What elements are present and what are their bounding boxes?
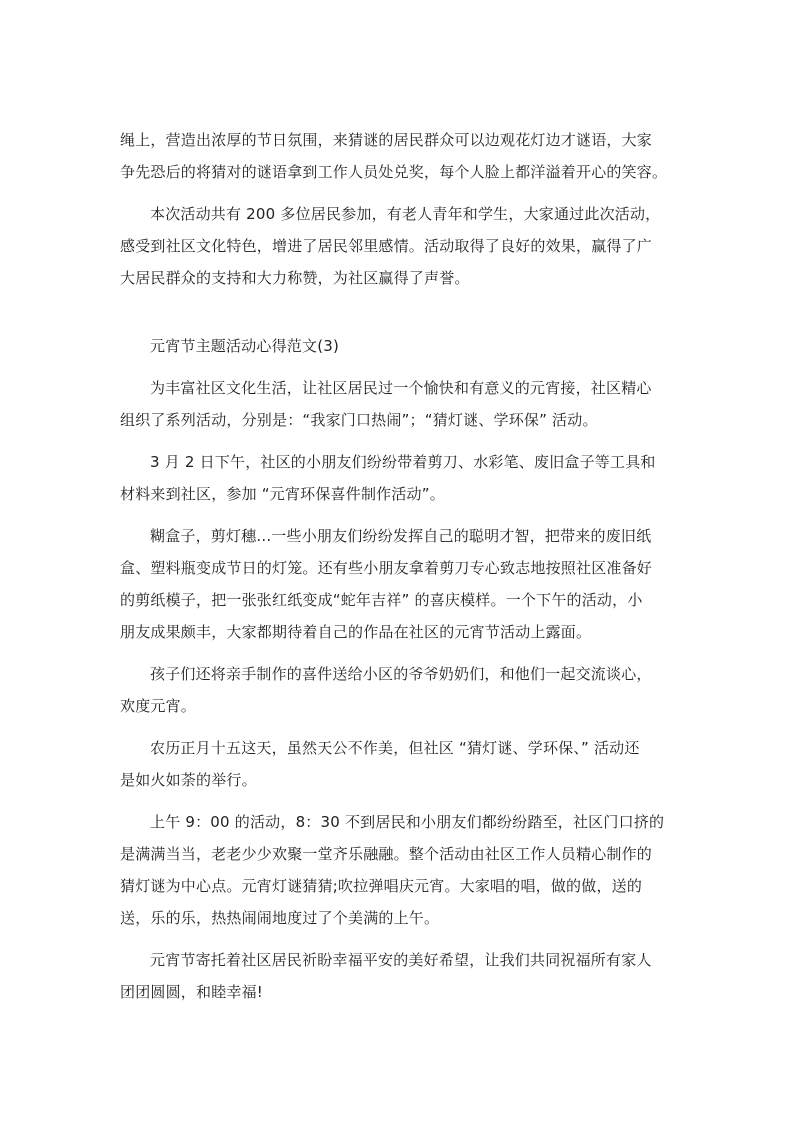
- section-gap: [120, 294, 680, 330]
- paragraph-gap: [120, 436, 680, 446]
- paragraph-gap: [120, 510, 680, 520]
- text-line: 材料来到社区，参加 “元宵环保喜件制作活动”。: [120, 485, 445, 503]
- paragraph-gap: [120, 796, 680, 806]
- text-line: 朋友成果颇丰，大家都期待着自己的作品在社区的元宵节活动上露面。: [120, 623, 592, 641]
- paragraph-gap: [120, 722, 680, 732]
- text-line: 3 月 2 日下午，社区的小朋友们纷纷带着剪刀、水彩笔、废旧盒子等工具和: [150, 453, 656, 471]
- document-body: [120, 124, 680, 1008]
- paragraph-intro: [120, 372, 680, 436]
- paragraph-gap: [120, 648, 680, 658]
- text-line: 团团圆圆，和睦幸福!: [120, 983, 264, 1001]
- paragraph-activity-summary: [120, 198, 680, 294]
- paragraph-gap: [120, 934, 680, 944]
- paragraph-gap: [120, 188, 680, 198]
- text-line: 盒、塑料瓶变成节日的灯笼。还有些小朋友拿着剪刀专心致志地按照社区准备好: [120, 559, 653, 577]
- text-line: 糊盒子，剪灯穗...一些小朋友们纷纷发挥自己的聪明才智，把带来的废旧纸: [150, 527, 652, 545]
- paragraph-crafts: [120, 520, 680, 648]
- text-line: 元宵节寄托着社区居民祈盼幸福平安的美好希望，让我们共同祝福所有家人: [150, 951, 652, 969]
- text-line: 绳上，营造出浓厚的节日氛围，来猜谜的居民群众可以边观花灯边才谜语，大家: [120, 131, 653, 149]
- text-line: 大居民群众的支持和大力称赞，为社区赢得了声誉。: [120, 269, 470, 287]
- text-line: 为丰富社区文化生活，让社区居民过一个愉快和有意义的元宵接，社区精心: [150, 379, 652, 397]
- text-line: 本次活动共有 200 多位居民参加，有老人青年和学生，大家通过此次活动，: [150, 205, 661, 223]
- text-line: 猜灯谜为中心点。元宵灯谜猜猜;吹拉弹唱庆元宵。大家唱的唱，做的做，送的: [120, 877, 643, 895]
- text-line: 上午 9：00 的活动，8：30 不到居民和小朋友们都纷纷踏至，社区门口挤的: [150, 813, 665, 831]
- paragraph-gap: [120, 362, 680, 372]
- text-line: 是如火如荼的举行。: [120, 771, 257, 789]
- paragraph-march-2: [120, 446, 680, 510]
- text-line: 的剪纸模子，把一张张红纸变成“蛇年吉祥” 的喜庆模样。一个下午的活动，小: [120, 591, 643, 609]
- paragraph-lantern-festival-day: [120, 732, 680, 796]
- text-line: 孩子们还将亲手制作的喜件送给小区的爷爷奶奶们，和他们一起交流谈心，: [150, 665, 652, 683]
- text-line: 农历正月十五这天，虽然天公不作美，但社区 “猜灯谜、学环保、” 活动还: [150, 739, 640, 757]
- paragraph-morning-event: [120, 806, 680, 934]
- text-line: 欢度元宵。: [120, 697, 197, 715]
- text-line: 是满满当当，老老少少欢聚一堂齐乐融融。整个活动由社区工作人员精心制作的: [120, 845, 653, 863]
- paragraph-lantern-riddles: [120, 124, 680, 188]
- text-line: 送，乐的乐，热热闹闹地度过了个美满的上午。: [120, 909, 440, 927]
- text-line: 争先恐后的将猜对的谜语拿到工作人员处兑奖，每个人脸上都洋溢着开心的笑容。: [120, 163, 668, 181]
- text-line: 组织了系列活动，分别是：“我家门口热闹”；“猜灯谜、学环保” 活动。: [120, 411, 598, 429]
- paragraph-closing: [120, 944, 680, 1008]
- text-line: 感受到社区文化特色，增进了居民邻里感情。活动取得了良好的效果，赢得了广: [120, 237, 653, 255]
- section-heading: 元宵节主题活动心得范文(3): [150, 337, 340, 355]
- paragraph-gifts: [120, 658, 680, 722]
